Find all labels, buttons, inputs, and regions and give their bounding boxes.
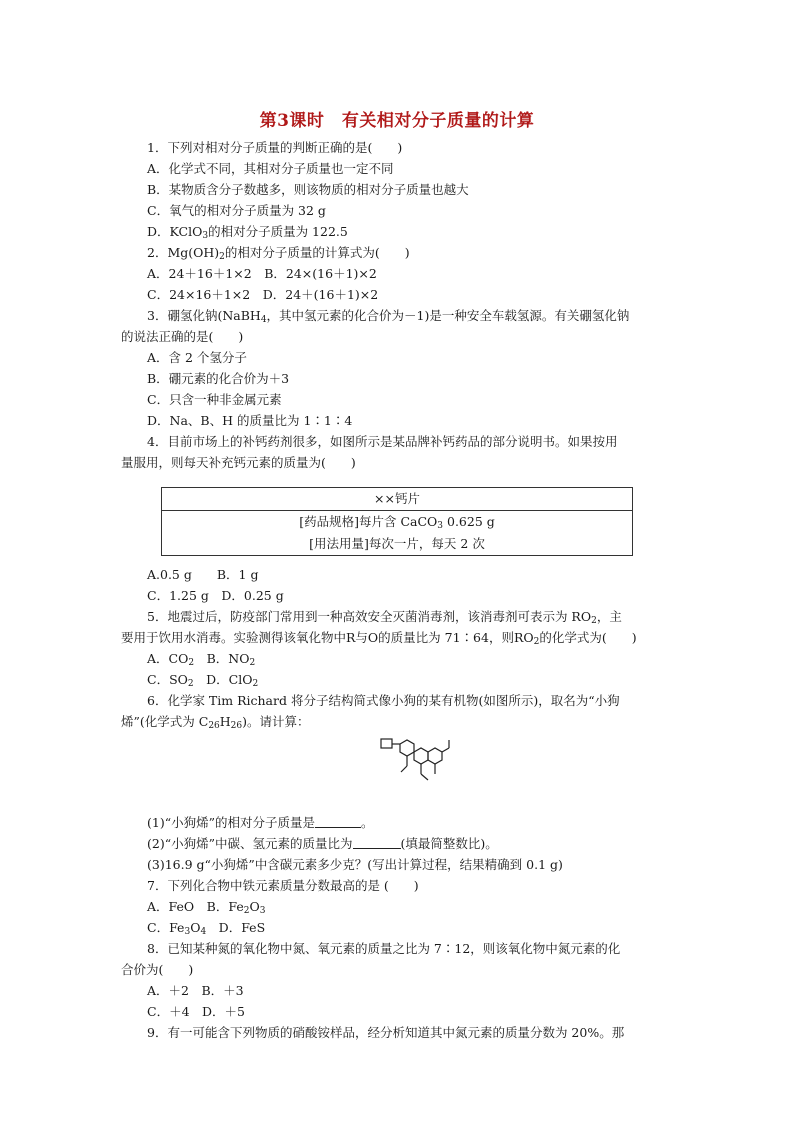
q7-options-cd: C．$Fe_3O_4$ D．FeS: [147, 920, 266, 937]
medicine-dosage-row: [用法用量]每次一片，每天 2 次: [309, 536, 485, 551]
q7-stem: 7．下列化合物中铁元素质量分数最高的是 ( ): [147, 878, 419, 893]
q3-option-a: A．含 2 个氢分子: [147, 350, 247, 365]
q3-stem: 3．硼氢化钠(NaBH$_4$，其中氢元素的化合价为－1)是一种安全车载氢源。有关硼氢化钠: [147, 308, 630, 325]
question-list: [121, 137, 687, 1043]
q6-sub-2: (2)“小狗烯”中碳、氢元素的质量比为 (填最简整数比)。: [147, 836, 498, 851]
q1-stem: 1．下列对相对分子质量的判断正确的是( ): [147, 140, 403, 155]
q2-options-ab: A．24＋16＋1×2 B．24×(16＋1)×2: [147, 266, 377, 281]
q6-stem: 6．化学家 Tim Richard 将分子结构简式像小狗的某有机物(如图所示)，取名为“小狗: [147, 693, 620, 708]
q4-stem-cont: 量服用，则每天补充钙元素的质量为( ): [121, 455, 356, 470]
q3-stem-cont: 的说法正确的是( ): [121, 329, 244, 344]
q4-options-ab: A.0.5 g B．1 g: [147, 567, 259, 582]
q4-stem: 4．目前市场上的补钙药剂很多，如图所示是某品牌补钙药品的部分说明书。如果按用: [147, 434, 618, 449]
page-title: 第3课时 有关相对分子质量的计算: [259, 111, 535, 131]
q5-options-cd: C．$SO_2$ D．ClO$_2$: [147, 672, 259, 689]
q8-stem-cont: 合价为( ): [121, 962, 194, 977]
q1-option-a: A．化学式不同，其相对分子质量也一定不同: [147, 161, 394, 176]
q1-option-b: B．某物质含分子数越多，则该物质的相对分子质量也越大: [147, 182, 469, 197]
q2-stem: 2．$Mg(OH)_2$的相对分子质量的计算式为( ): [147, 245, 410, 262]
molecule-structure-diagram: [380, 734, 460, 804]
q7-options-ab: A．FeO B．$Fe_2O_3$: [147, 899, 266, 916]
q1-option-d: D．KClO$_3$的相对分子质量为 122.5: [147, 224, 348, 241]
q5-stem: 5．地震过后，防疫部门常用到一种高效安全灭菌消毒剂，该消毒剂可表示为 $RO_2$，主: [147, 609, 622, 626]
q6-sub-3: (3)16.9 g“小狗烯”中含碳元素多少克？(写出计算过程，结果精确到 0.1 g): [147, 857, 563, 872]
q2-options-cd: C．24×16＋1×2 D．24＋(16＋1)×2: [147, 287, 379, 302]
q5-stem-cont: 要用于饮用水消毒。实验测得该氧化物中R与O的质量比为 71∶64，则$RO_2$的化学式为( ): [121, 630, 637, 647]
answer-blank[interactable]: [315, 815, 361, 828]
medicine-label-title: ××钙片: [162, 488, 632, 511]
q6-stem-cont: 烯”(化学式为 $C_{26}H_{26}$)。请计算：: [121, 714, 310, 731]
q5-options-ab: A．$CO_2$ B．$NO_2$: [147, 651, 256, 668]
q3-option-d: D．Na、B、H 的质量比为 1∶1∶4: [147, 413, 353, 428]
q3-option-b: B．硼元素的化合价为＋3: [147, 371, 290, 386]
q6-sub-1: (1)“小狗烯”的相对分子质量是 。: [147, 815, 374, 830]
medicine-label-table: [161, 487, 633, 556]
q9-stem: 9．有一可能含下列物质的硝酸铵样品，经分析知道其中氮元素的质量分数为 20%。那: [147, 1025, 625, 1040]
q8-options-ab: A．＋2 B．＋3: [147, 983, 244, 998]
q4-options-cd: C．1.25 g D．0.25 g: [147, 588, 284, 603]
answer-blank[interactable]: [353, 836, 401, 849]
q1-option-c: C．氧气的相对分子质量为 32 g: [147, 203, 326, 218]
q8-options-cd: C．＋4 D．＋5: [147, 1004, 245, 1019]
medicine-spec-row: [药品规格]每片含 CaCO$_3$ 0.625 g: [299, 514, 495, 531]
q8-stem: 8．已知某种氮的氧化物中氮、氧元素的质量之比为 7∶12，则该氧化物中氮元素的化: [147, 941, 621, 956]
q3-option-c: C．只含一种非金属元素: [147, 392, 282, 407]
doggy-molecule-figure: [147, 734, 687, 804]
